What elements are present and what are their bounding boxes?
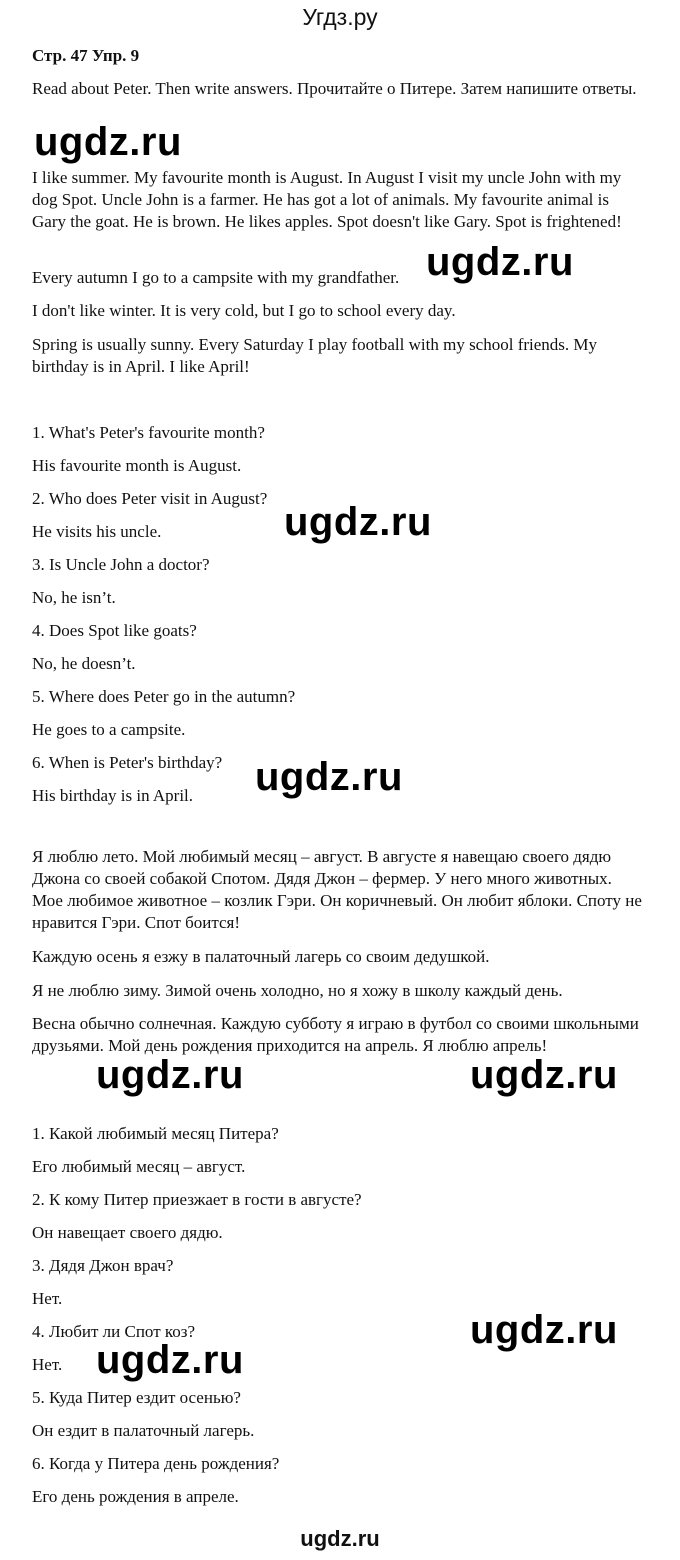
watermark: ugdz.ru xyxy=(96,1338,244,1382)
english-paragraph-3: I don't like winter. It is very cold, but I go to school every day. xyxy=(32,301,456,320)
russian-answer-3: Нет. xyxy=(32,1289,63,1308)
watermark: ugdz.ru xyxy=(470,1308,618,1352)
watermark: ugdz.ru xyxy=(284,500,432,544)
english-question-6: 6. When is Peter's birthday? xyxy=(32,753,223,772)
english-paragraph-1: I like summer. My favourite month is August. In August I visit my uncle John with my dog Spot. Uncle John is a farmer. He has got a lot of animals. My favourite animal is Gary the goat. He is brown. He likes apples. Spot doesn't like Gary. Spot is frightened! xyxy=(32,168,622,231)
english-answer-4: No, he doesn’t. xyxy=(32,654,136,673)
english-answer-5: He goes to a campsite. xyxy=(32,720,186,739)
russian-answer-4: Нет. xyxy=(32,1355,63,1374)
english-answer-6: His birthday is in April. xyxy=(32,786,194,805)
russian-answer-5: Он ездит в палаточный лагерь. xyxy=(32,1421,255,1440)
english-question-2: 2. Who does Peter visit in August? xyxy=(32,489,268,508)
watermark: ugdz.ru xyxy=(426,240,574,284)
russian-paragraph-4: Весна обычно солнечная. Каждую субботу я играю в футбол со своими школьными друзьями. Мой день рождения приходится на апрель. Я люблю апрель! xyxy=(32,1014,639,1055)
english-paragraph-2: Every autumn I go to a campsite with my grandfather. xyxy=(32,268,400,287)
english-question-4: 4. Does Spot like goats? xyxy=(32,621,197,640)
english-question-3: 3. Is Uncle John a doctor? xyxy=(32,555,210,574)
footer-site-name: ugdz.ru xyxy=(300,1526,380,1551)
english-answer-1: His favourite month is August. xyxy=(32,456,242,475)
russian-answer-6: Его день рождения в апреле. xyxy=(32,1487,239,1506)
english-question-5: 5. Where does Peter go in the autumn? xyxy=(32,687,296,706)
site-title: Угдз.ру xyxy=(302,4,378,30)
russian-question-6: 6. Когда у Питера день рождения? xyxy=(32,1454,280,1473)
russian-question-4: 4. Любит ли Спот коз? xyxy=(32,1322,196,1341)
english-answer-2: He visits his uncle. xyxy=(32,522,162,541)
russian-answer-1: Его любимый месяц – август. xyxy=(32,1157,246,1176)
watermark: ugdz.ru xyxy=(470,1053,618,1097)
watermark: ugdz.ru xyxy=(255,755,403,799)
english-answer-3: No, he isn’t. xyxy=(32,588,116,607)
russian-question-1: 1. Какой любимый месяц Питера? xyxy=(32,1124,279,1143)
instruction: Read about Peter. Then write answers. Прочитайте о Питере. Затем напишите ответы. xyxy=(32,79,637,98)
russian-answer-2: Он навещает своего дядю. xyxy=(32,1223,223,1242)
page-heading: Стр. 47 Упр. 9 xyxy=(32,46,140,65)
russian-paragraph-2: Каждую осень я езжу в палаточный лагерь со своим дедушкой. xyxy=(32,947,490,966)
russian-question-3: 3. Дядя Джон врач? xyxy=(32,1256,174,1275)
watermark: ugdz.ru xyxy=(34,120,182,164)
watermark: ugdz.ru xyxy=(96,1053,244,1097)
english-paragraph-4: Spring is usually sunny. Every Saturday I play football with my school friends. My birthday is in April. I like April! xyxy=(32,335,598,376)
russian-question-2: 2. К кому Питер приезжает в гости в августе? xyxy=(32,1190,362,1209)
english-question-1: 1. What's Peter's favourite month? xyxy=(32,423,265,442)
russian-paragraph-1: Я люблю лето. Мой любимый месяц – август. В августе я навещаю своего дядю Джона со своей собакой Спотом. Дядя Джон – фермер. У него много животных. Мое любимое животное – козлик Гэри. Он коричневый. Он любит яблоки. Споту не нравится Гэри. Спот боится! xyxy=(32,847,642,932)
russian-question-5: 5. Куда Питер ездит осенью? xyxy=(32,1388,241,1407)
russian-paragraph-3: Я не люблю зиму. Зимой очень холодно, но я хожу в школу каждый день. xyxy=(32,981,563,1000)
